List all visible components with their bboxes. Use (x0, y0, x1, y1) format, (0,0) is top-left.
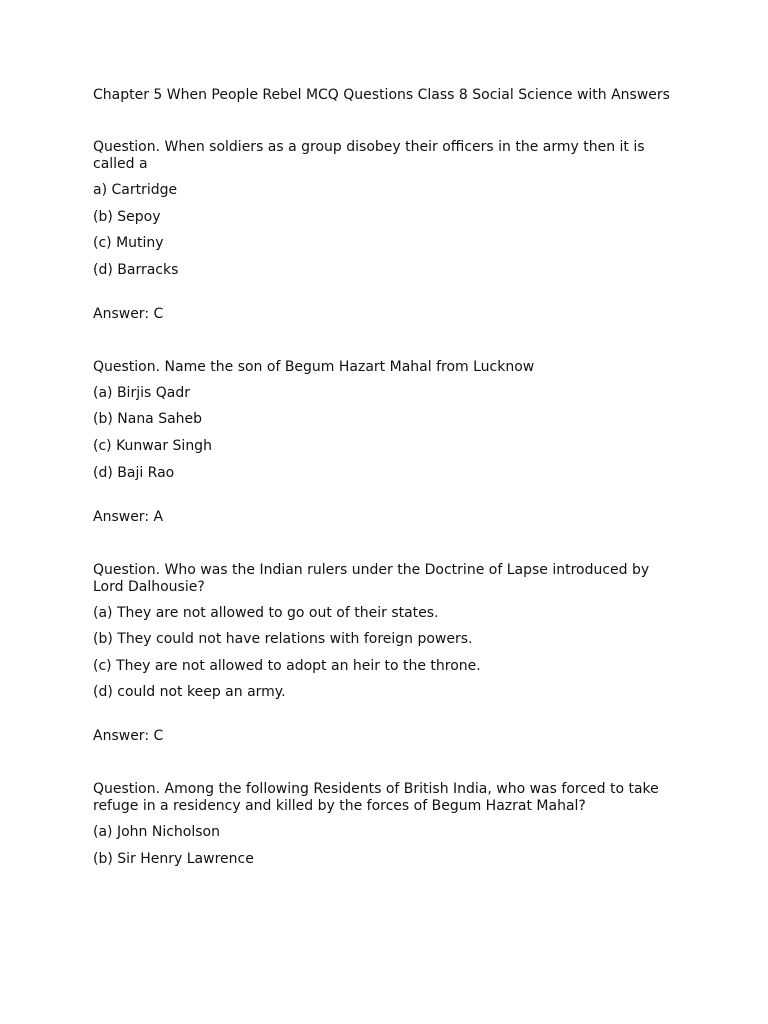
question-text: Question. When soldiers as a group disobey their officers in the army then it is called a (93, 139, 645, 172)
option-b: (b) Nana Saheb (93, 411, 203, 428)
option-c: (c) Kunwar Singh (93, 437, 212, 454)
option-c: (c) Mutiny (93, 235, 164, 252)
question-block-3 (93, 562, 683, 746)
question-block-4 (93, 781, 683, 868)
option-a: (a) Birjis Qadr (93, 384, 190, 401)
option-a: (a) They are not allowed to go out of their states. (93, 604, 439, 621)
answer-text: Answer: A (93, 508, 164, 525)
question-block-1 (93, 139, 683, 323)
answer-text: Answer: C (93, 728, 164, 745)
option-b: (b) Sepoy (93, 208, 161, 225)
answer-text: Answer: C (93, 305, 164, 322)
option-c: (c) They are not allowed to adopt an heir to the throne. (93, 657, 481, 674)
option-a: a) Cartridge (93, 182, 178, 198)
option-a: (a) John Nicholson (93, 824, 220, 841)
question-text: Question. Name the son of Begum Hazart Mahal from Lucknow (93, 358, 535, 375)
option-d: (d) Barracks (93, 261, 179, 278)
document-page (93, 87, 683, 878)
option-d: (d) could not keep an army. (93, 684, 286, 701)
question-text: Question. Among the following Residents of British India, who was forced to take refuge in a residency and killed by the forces of Begum Hazrat Mahal? (93, 781, 659, 815)
option-b: (b) Sir Henry Lawrence (93, 850, 254, 867)
question-text: Question. Who was the Indian rulers under the Doctrine of Lapse introduced by Lord Dalhousie? (93, 561, 650, 595)
document-title: Chapter 5 When People Rebel MCQ Questions Class 8 Social Science with Answers (93, 87, 670, 103)
option-d: (d) Baji Rao (93, 464, 175, 481)
option-b: (b) They could not have relations with foreign powers. (93, 631, 473, 648)
question-block-2 (93, 359, 683, 526)
